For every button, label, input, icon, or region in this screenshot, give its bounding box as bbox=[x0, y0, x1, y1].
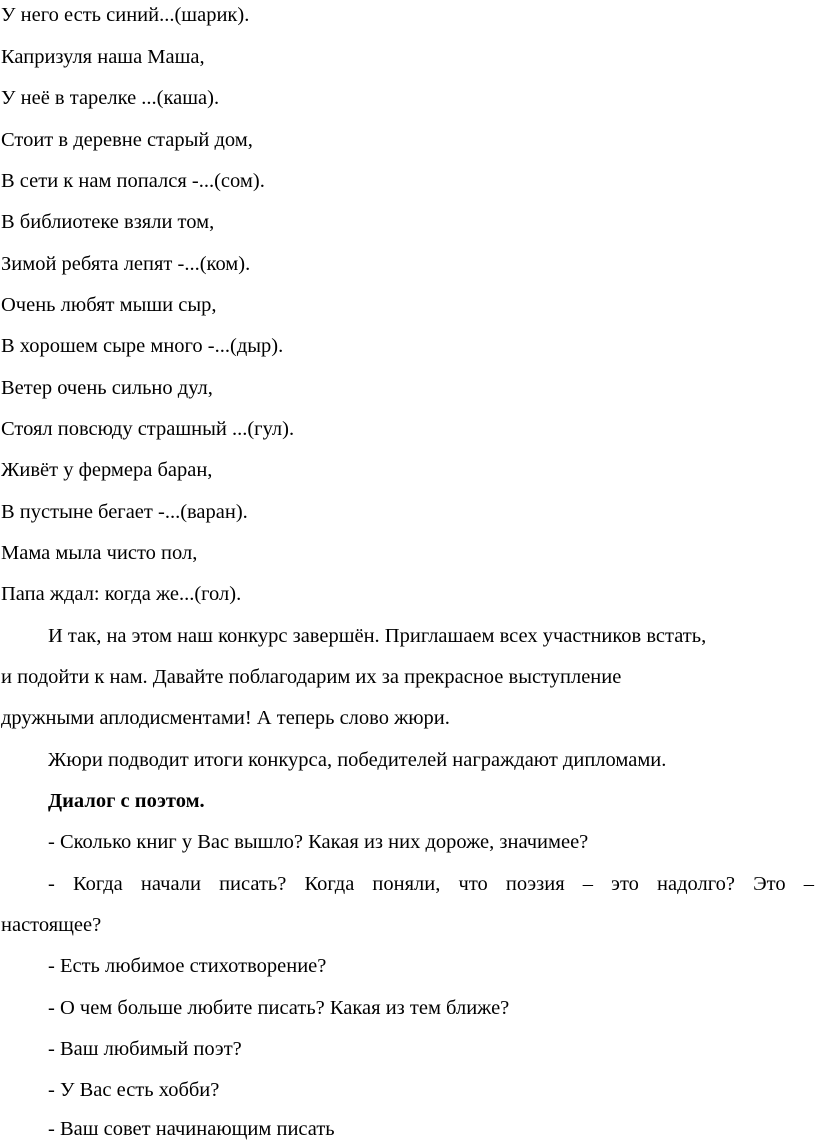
poem-line: В хорошем сыре много -...(дыр). bbox=[1, 335, 284, 357]
poem-line: Живёт у фермера баран, bbox=[1, 459, 213, 481]
poem-line: Стоял повсюду страшный ...(гул). bbox=[1, 418, 295, 440]
dialog-question: - Ваш совет начинающим писать bbox=[48, 1118, 335, 1140]
poem-line: В сети к нам попался -...(сом). bbox=[1, 170, 265, 192]
closing-paragraph-line: И так, на этом наш конкурс завершён. Приглашаем всех участников встать, bbox=[48, 625, 707, 647]
poem-line: Ветер очень сильно дул, bbox=[1, 377, 213, 399]
dialog-question: - Есть любимое стихотворение? bbox=[48, 955, 327, 977]
closing-paragraph-line: и подойти к нам. Давайте поблагодарим их за прекрасное выступление bbox=[1, 666, 622, 688]
dialog-question: - Ваш любимый поэт? bbox=[48, 1038, 242, 1060]
closing-paragraph-line: дружными аплодисментами! А теперь слово жюри. bbox=[1, 707, 450, 729]
jury-paragraph: Жюри подводит итоги конкурса, победителей награждают дипломами. bbox=[48, 749, 667, 771]
poem-line: В пустыне бегает -...(варан). bbox=[1, 501, 248, 523]
poem-line: Зимой ребята лепят -...(ком). bbox=[1, 253, 251, 275]
dialog-question: - Сколько книг у Вас вышло? Какая из них дороже, значимее? bbox=[48, 831, 589, 853]
poem-line: Папа ждал: когда же...(гол). bbox=[1, 583, 242, 605]
poem-line: Очень любят мыши сыр, bbox=[1, 294, 217, 316]
poem-line: Стоит в деревне старый дом, bbox=[1, 129, 253, 151]
dialog-question: - У Вас есть хобби? bbox=[48, 1079, 220, 1101]
dialog-question-continuation: настоящее? bbox=[1, 914, 102, 936]
dialog-question: - О чем больше любите писать? Какая из тем ближе? bbox=[48, 997, 510, 1019]
dialog-heading: Диалог с поэтом. bbox=[48, 790, 205, 812]
poem-line: В библиотеке взяли том, bbox=[1, 211, 215, 233]
poem-line: Мама мыла чисто пол, bbox=[1, 542, 198, 564]
poem-line: У неё в тарелке ...(каша). bbox=[1, 87, 220, 109]
poem-line: У него есть синий...(шарик). bbox=[1, 4, 250, 26]
poem-line: Капризуля наша Маша, bbox=[1, 46, 205, 68]
dialog-question: - Когда начали писать? Когда поняли, что поэзия – это надолго? Это – bbox=[48, 873, 814, 895]
